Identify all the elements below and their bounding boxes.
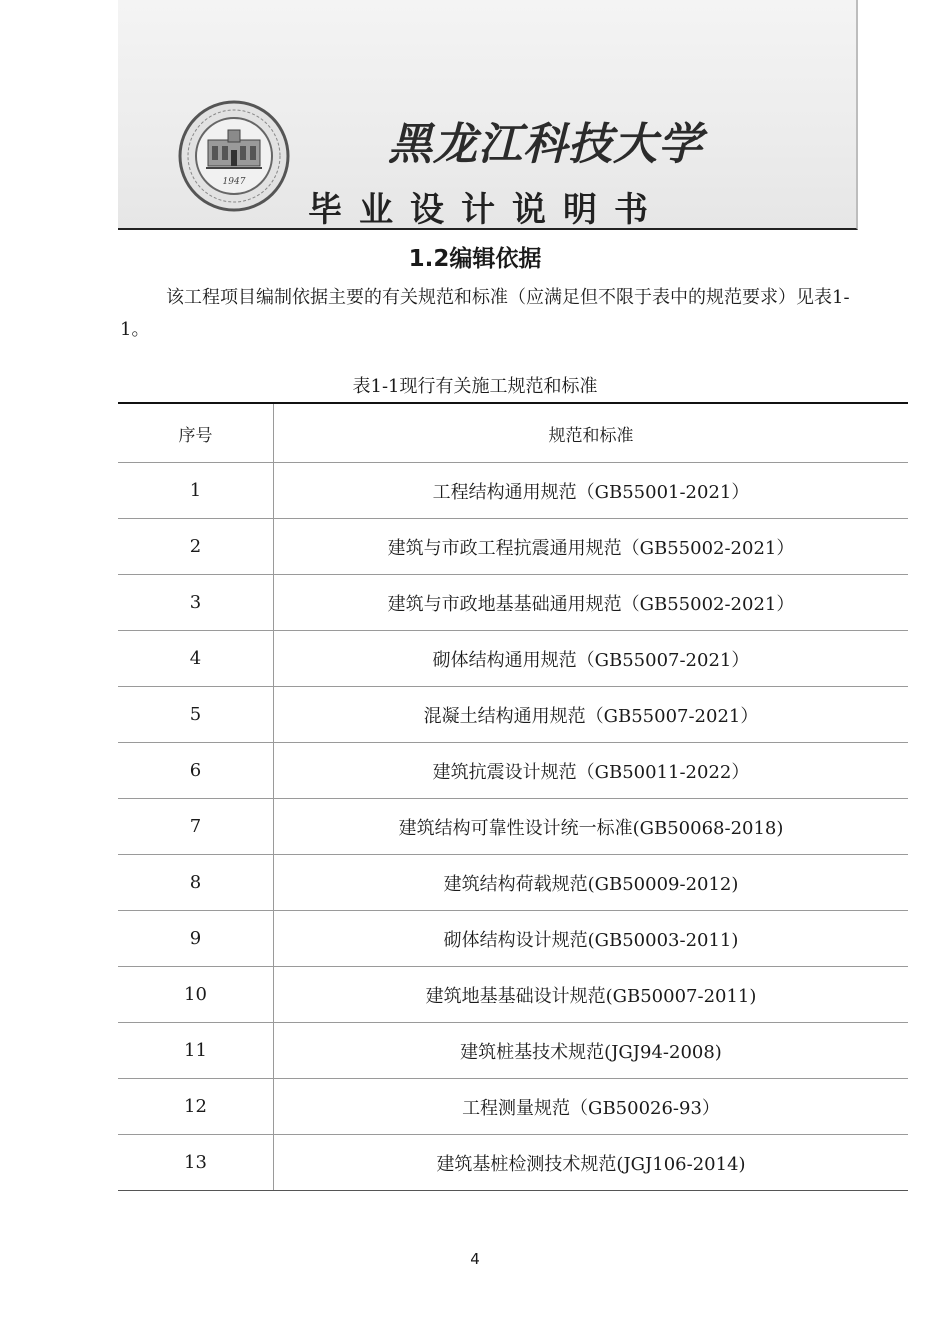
row-standard: 砌体结构通用规范（GB55007-2021） [274,631,909,687]
standards-table [118,402,908,1191]
table-row [118,631,908,687]
row-index: 13 [118,1135,274,1191]
row-standard: 工程测量规范（GB50026-93） [274,1079,909,1135]
page-header [118,0,858,230]
document-title: 毕业设计说明书 [308,190,665,230]
table-row [118,855,908,911]
row-standard: 混凝土结构通用规范（GB55007-2021） [274,687,909,743]
row-index: 5 [118,687,274,743]
table-row [118,743,908,799]
table-row [118,911,908,967]
table-caption: 表1-1现行有关施工规范和标准 [352,376,598,397]
intro-paragraph: 该工程项目编制依据主要的有关规范和标准（应满足但不限于表中的规范要求）见表1-1。 [120,287,850,340]
row-standard: 建筑基桩检测技术规范(JGJ106-2014) [274,1135,909,1191]
row-standard: 建筑与市政地基基础通用规范（GB55002-2021） [274,575,909,631]
row-standard: 建筑抗震设计规范（GB50011-2022） [274,743,909,799]
page-number: 4 [470,1250,480,1268]
row-standard: 建筑桩基技术规范(JGJ94-2008) [274,1023,909,1079]
row-index: 4 [118,631,274,687]
column-header-standard: 规范和标准 [274,403,909,463]
table-row [118,1079,908,1135]
table-row [118,967,908,1023]
row-standard: 建筑与市政工程抗震通用规范（GB55002-2021） [274,519,909,575]
row-index: 9 [118,911,274,967]
row-standard: 工程结构通用规范（GB55001-2021） [274,463,909,519]
seal-year: 1947 [222,177,246,187]
row-index: 8 [118,855,274,911]
row-index: 6 [118,743,274,799]
table-row [118,463,908,519]
table-row [118,1023,908,1079]
row-index: 1 [118,463,274,519]
university-name: 黑龙江科技大学 [388,119,703,170]
table-row [118,575,908,631]
row-standard: 建筑结构可靠性设计统一标准(GB50068-2018) [274,799,909,855]
table-header-row [118,403,908,463]
table-row [118,687,908,743]
table-row [118,519,908,575]
row-standard: 建筑地基基础设计规范(GB50007-2011) [274,967,909,1023]
section-title: 1.2编辑依据 [408,246,542,272]
table-row [118,1135,908,1191]
column-header-index: 序号 [118,403,274,463]
row-standard: 建筑结构荷载规范(GB50009-2012) [274,855,909,911]
table-row [118,799,908,855]
row-index: 11 [118,1023,274,1079]
row-index: 7 [118,799,274,855]
row-index: 12 [118,1079,274,1135]
row-index: 3 [118,575,274,631]
row-index: 10 [118,967,274,1023]
row-index: 2 [118,519,274,575]
row-standard: 砌体结构设计规范(GB50003-2011) [274,911,909,967]
university-seal-logo [178,100,290,212]
